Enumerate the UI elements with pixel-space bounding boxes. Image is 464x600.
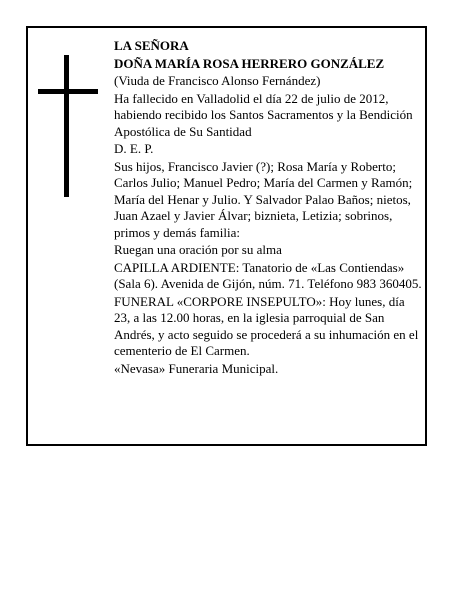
- death-info: Ha fallecido en Valladolid el día 22 de julio de 2012, habiendo recibido los Santos Sacramentos y la Bendición Apostólica de Su Santidad: [114, 90, 413, 139]
- dep-abbreviation: D. E. P.: [114, 141, 154, 156]
- cross-icon: [38, 55, 98, 197]
- deceased-name: DOÑA MARÍA ROSA HERRERO GONZÁLEZ: [114, 55, 385, 71]
- chapel-info: CAPILLA ARDIENTE: Tanatorio de «Las Contiendas» (Sala 6). Avenida de Gijón, núm. 71. Teléfono 983 360405.: [114, 259, 422, 291]
- notice-heading: LA SEÑORA: [114, 38, 189, 53]
- funeral-home: «Nevasa» Funeraria Municipal.: [114, 360, 279, 376]
- widow-of: (Viuda de Francisco Alonso Fernández): [114, 73, 321, 88]
- cross-vertical-bar: [64, 55, 69, 197]
- prayer-request: Ruegan una oración por su alma: [114, 242, 282, 257]
- notice-text: [114, 38, 424, 378]
- family-list: Sus hijos, Francisco Javier (?); Rosa María y Roberto; Carlos Julio; Manuel Pedro; María del Carmen y Ramón; María del Henar y Julio. Y Salvador Palao Baños; nietos, Juan Azael y Javier Álvar; biznieta, Letizia; sobrinos, primos y demás familia:: [114, 158, 413, 240]
- cross-horizontal-bar: [38, 89, 98, 94]
- funeral-info: FUNERAL «CORPORE INSEPULTO»: Hoy lunes, día 23, a las 12.00 horas, en la iglesia parroquial de San Andrés, y acto seguido se procederá a su inhumación en el cementerio de El Carmen.: [114, 293, 419, 358]
